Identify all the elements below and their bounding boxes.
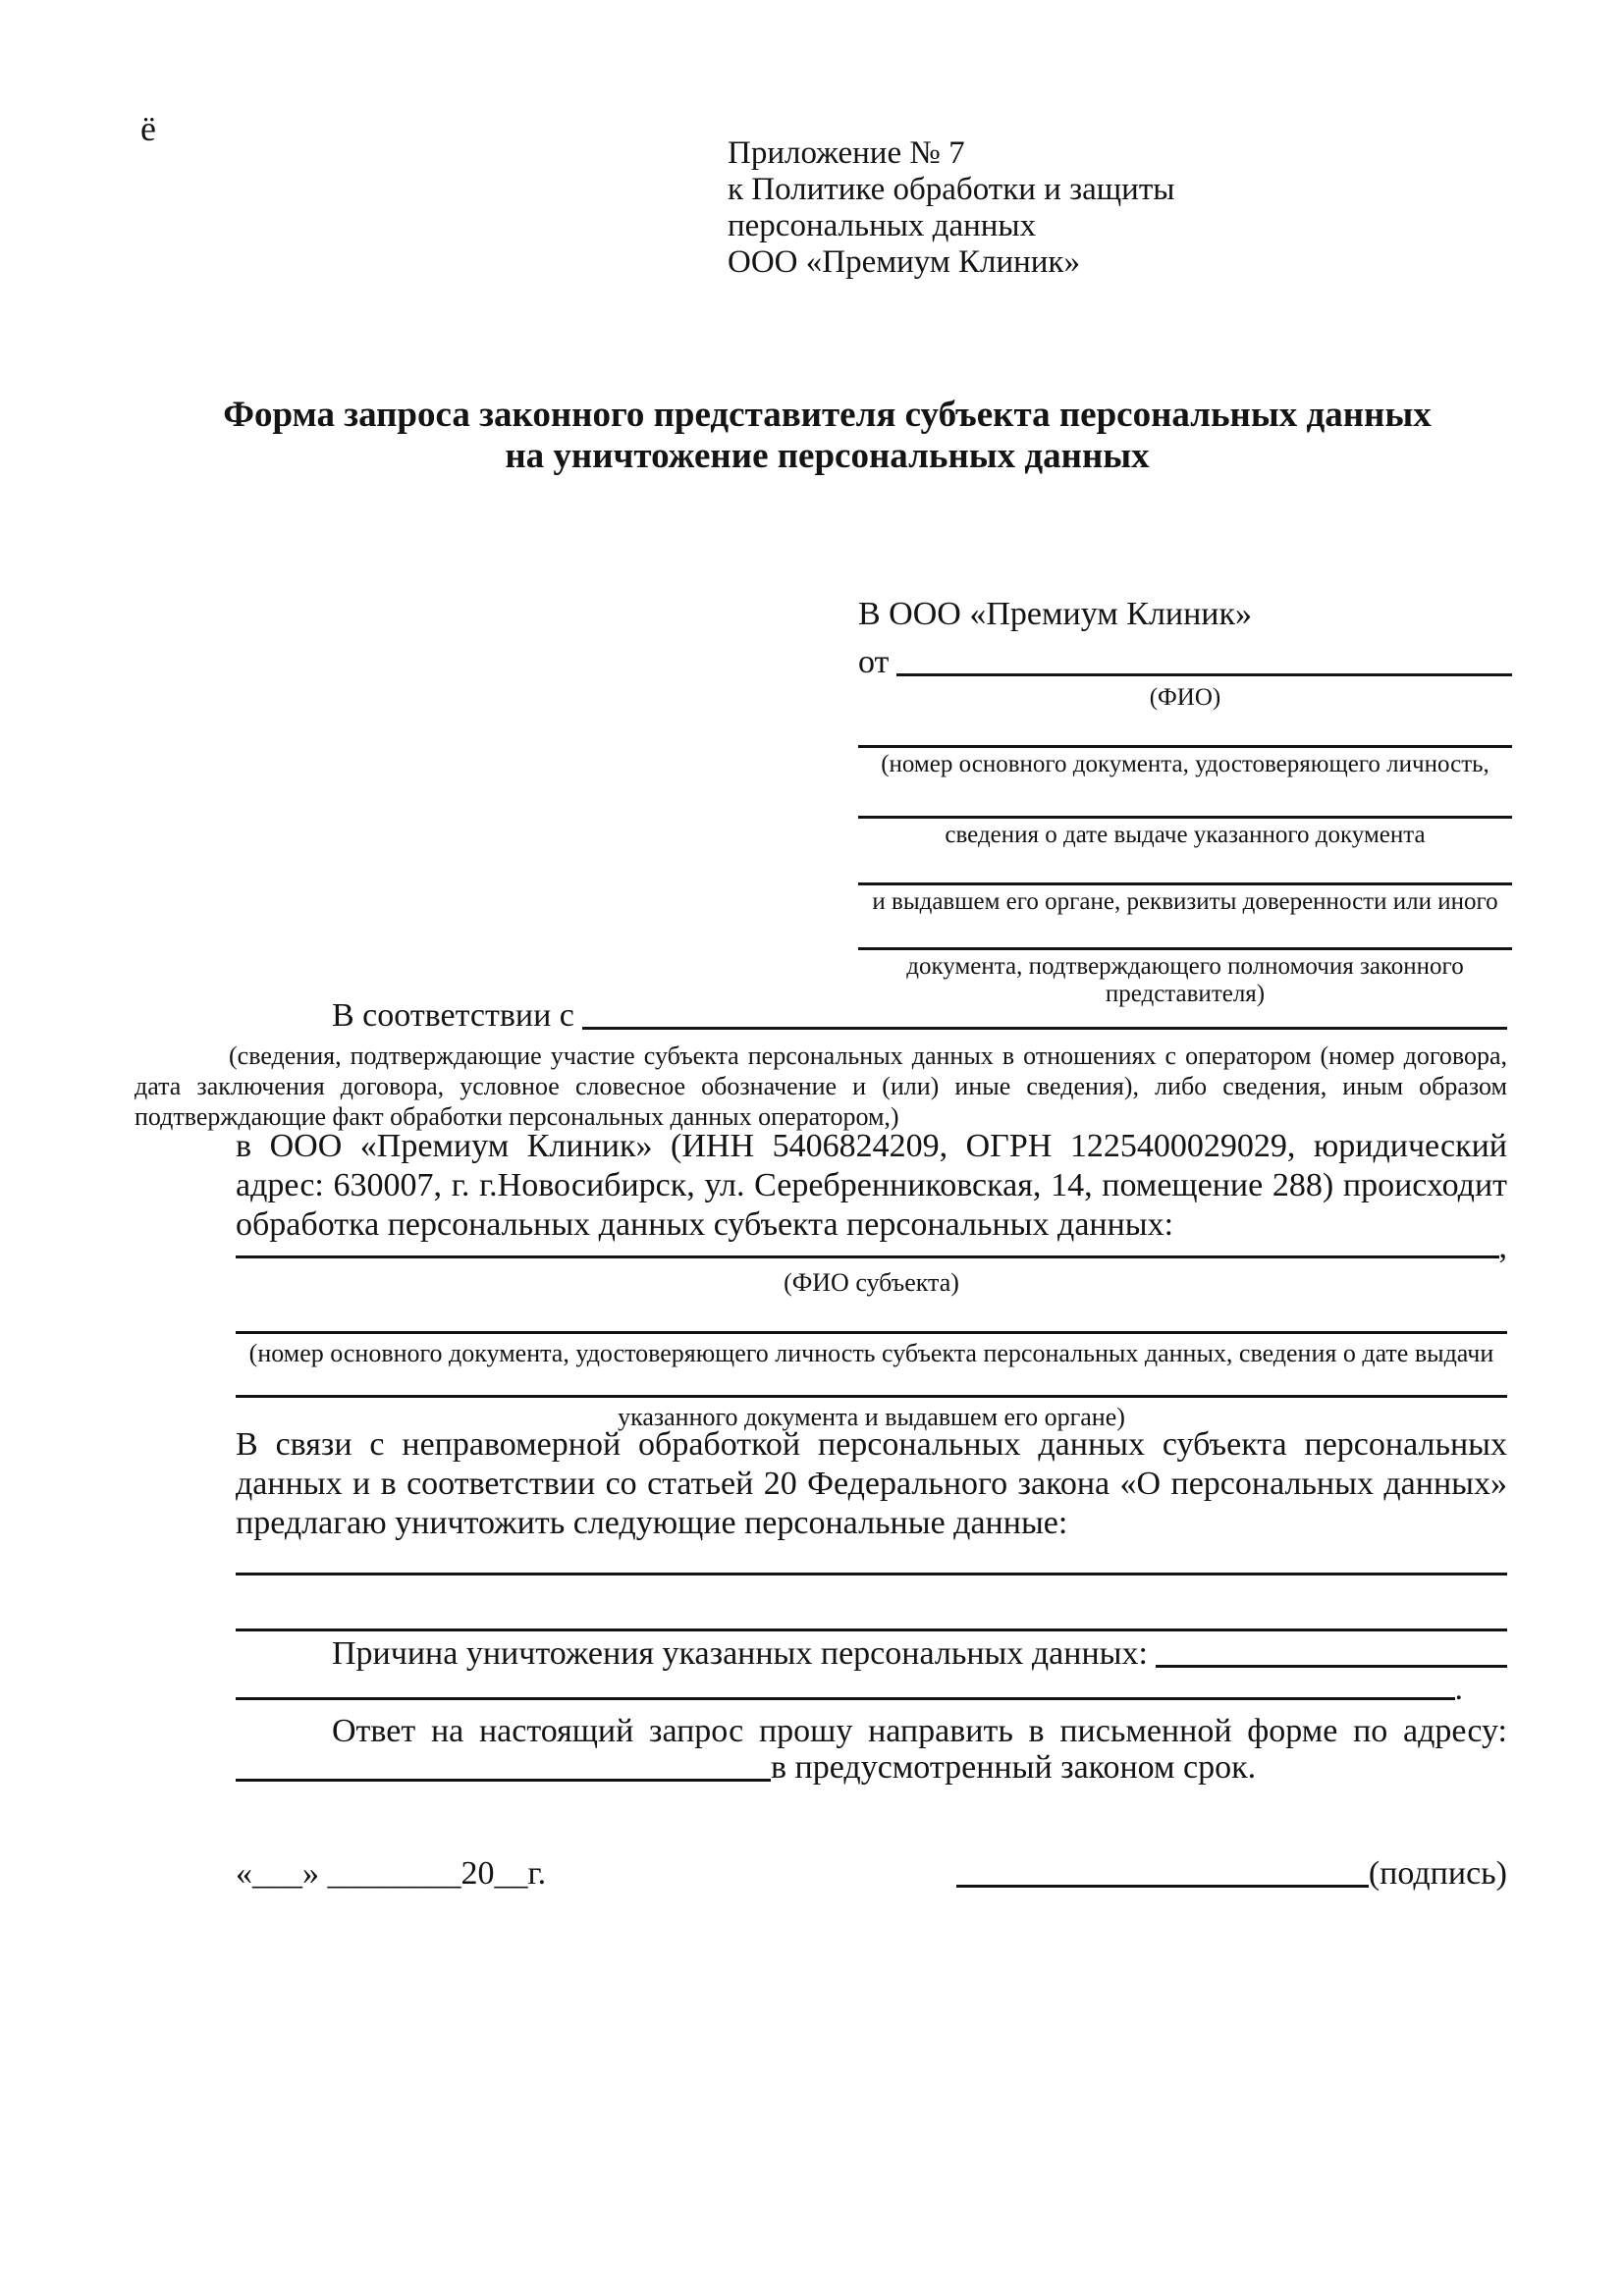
reply-paragraph: Ответ на настоящий запрос прошу направить в письменной форме по адресу: [332,1713,1507,1749]
accordance-note: (сведения, подтверждающие участие субъекта персональных данных в отношениях с оператором (номер договора, дата заключения договора, условное словесное обозначение и (или) иные сведения), либо сведения, иным образом подтверждающие факт обработки персональных данных оператором,) [135,1041,1507,1131]
signature-caption: (подпись) [1368,1855,1507,1892]
accordance-lead: В соответствии с [332,997,574,1034]
appendix-line: к Политике обработки и защиты [728,172,1175,207]
unlawful-paragraph: В связи с неправомерной обработкой персональных данных субъекта персональных данных и в соответствии со статьей 20 Федерального закона «О персональных данных» предлагаю уничтожить следующие персональные данные: [236,1426,1507,1541]
subject-fio-blank-line [236,1255,1499,1258]
subject-doc-rule [236,1395,1507,1398]
reason-blank-line [1156,1665,1507,1668]
subject-fio-caption: (ФИО субъекта) [784,1268,959,1297]
reply-address-blank-line [236,1779,771,1782]
doc-field-rule [858,947,1512,950]
doc-field-rule [858,882,1512,885]
reason-lead: Причина уничтожения указанных персональных данных: [332,1635,1148,1672]
appendix-line: ООО «Премиум Клиник» [728,244,1080,280]
subject-doc-caption: указанного документа и выдавшем его органе) [618,1403,1125,1431]
stray-char: ё [140,109,156,148]
appendix-line: Приложение № 7 [728,135,965,171]
signature-blank-line [956,1885,1369,1888]
signature-field [956,1855,1507,1893]
reply-address-field [236,1745,1507,1787]
reply-tail-text: в предусмотренный законом срок. [771,1749,1257,1786]
appendix-block [728,135,1174,281]
reason-field [236,1633,1507,1673]
doc-field-caption: (номер основного документа, удостоверяющего личность, [881,751,1489,777]
blank-data-rule [236,1573,1507,1575]
accordance-field [236,995,1507,1035]
accordance-blank-line [582,1027,1507,1030]
blank-data-rule [236,1629,1507,1631]
appendix-line: персональных данных [728,208,1037,243]
operator-paragraph: в ООО «Премиум Клиник» (ИНН 5406824209, ОГРН 1225400029029, юридический адрес: 630007, г. г.Новосибирск, ул. Серебренниковская, 14, помещение 288) происходит обработка персональных данных субъекта персональных данных: [236,1128,1507,1243]
doc-field-rule [858,816,1512,819]
addressee-block [858,595,1512,1008]
subject-fio-field [236,1229,1507,1266]
date-blank: «___» ________20__г. [236,1855,547,1892]
doc-field-caption: документа, подтверждающего полномочия законного представителя) [906,953,1464,1007]
doc-field-rule [858,745,1512,748]
reason-continuation-field [236,1671,1463,1708]
footer-row [236,1849,1507,1893]
addressee-to: В ООО «Премиум Клиник» [858,596,1253,632]
subject-doc-rule [236,1331,1507,1334]
form-title-line-2: на уничтожение персональных данных [505,436,1150,476]
doc-field-caption: сведения о дате выдаче указанного документа [945,822,1426,848]
reason-blank-line-2 [236,1697,1455,1700]
from-blank-line [896,673,1512,676]
doc-field-caption: и выдавшем его органе, реквизиты доверенности или иного [872,888,1498,915]
from-label: от [858,644,890,680]
subject-line-comma: , [1498,1229,1507,1265]
form-title-line-1: Форма запроса законного представителя субъекта персональных данных [223,395,1432,435]
reason-line-period: . [1454,1671,1463,1707]
subject-doc-caption: (номер основного документа, удостоверяющего личность субъекта персональных данных, сведения о дате выдачи [248,1339,1494,1367]
fio-caption: (ФИО) [1149,684,1221,711]
form-title [147,395,1507,477]
from-field [858,636,1512,681]
